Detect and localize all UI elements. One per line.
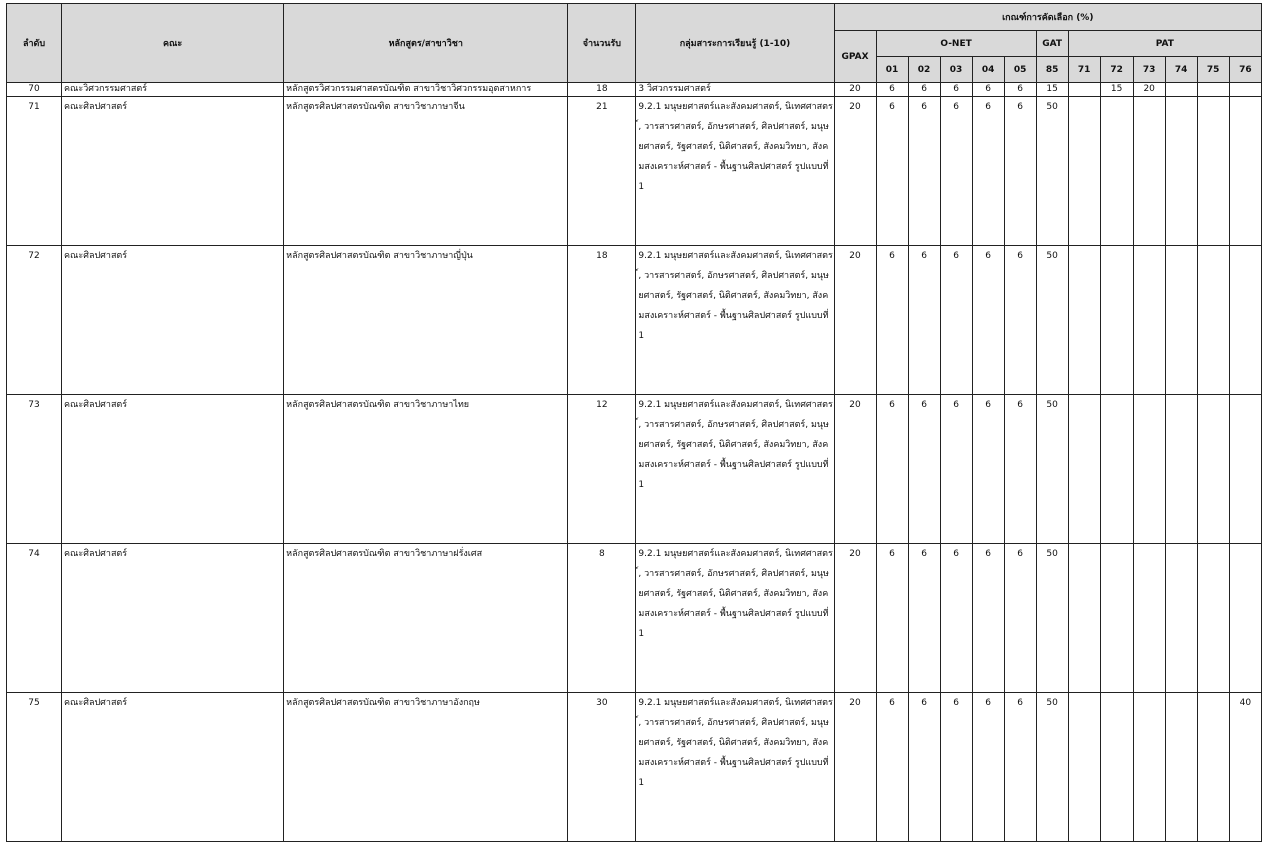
cell-pat-72 <box>1100 544 1133 693</box>
header-onet-04: 04 <box>972 57 1004 83</box>
header-pat-73: 73 <box>1133 57 1165 83</box>
cell-pat-73 <box>1133 395 1165 544</box>
cell-onet-04: 6 <box>972 83 1004 97</box>
cell-faculty: คณะศิลปศาสตร์ <box>62 395 284 544</box>
cell-pat-74 <box>1165 395 1197 544</box>
cell-onet-01: 6 <box>876 97 908 246</box>
cell-order: 73 <box>7 395 62 544</box>
cell-onet-05: 6 <box>1004 97 1036 246</box>
header-seats: จำนวนรับ <box>568 4 636 83</box>
cell-gat-85: 50 <box>1036 544 1068 693</box>
cell-faculty: คณะศิลปศาสตร์ <box>62 97 284 246</box>
cell-learning-group: 9.2.1 มนุษยศาสตร์และสังคมศาสตร์, นิเทศศาสตร์, วารสารศาสตร์, อักษรศาสตร์, ศิลปศาสตร์, มนุษยศาสตร์, รัฐศาสตร์, นิติศาสตร์, สังคมวิทยา, สังคมสงเคราะห์ศาสตร์ - พื้นฐานศิลปศาสตร์ รูปแบบที่ 1 <box>636 395 834 544</box>
cell-pat-72 <box>1100 395 1133 544</box>
table-row <box>7 395 1262 544</box>
header-onet-03: 03 <box>940 57 972 83</box>
header-onet-02: 02 <box>908 57 940 83</box>
cell-seats: 12 <box>568 395 636 544</box>
cell-onet-02: 6 <box>908 246 940 395</box>
cell-onet-03: 6 <box>940 693 972 842</box>
cell-gpax: 20 <box>834 83 876 97</box>
admission-criteria-sheet <box>6 3 1262 842</box>
header-onet: O-NET <box>876 31 1036 57</box>
header-gat-85: 85 <box>1036 57 1068 83</box>
cell-program: หลักสูตรศิลปศาสตรบัณฑิต สาขาวิชาภาษาญี่ปุ่น <box>284 246 568 395</box>
cell-seats: 21 <box>568 97 636 246</box>
cell-learning-group: 9.2.1 มนุษยศาสตร์และสังคมศาสตร์, นิเทศศาสตร์, วารสารศาสตร์, อักษรศาสตร์, ศิลปศาสตร์, มนุษยศาสตร์, รัฐศาสตร์, นิติศาสตร์, สังคมวิทยา, สังคมสงเคราะห์ศาสตร์ - พื้นฐานศิลปศาสตร์ รูปแบบที่ 1 <box>636 693 834 842</box>
cell-onet-05: 6 <box>1004 246 1036 395</box>
header-onet-05: 05 <box>1004 57 1036 83</box>
cell-pat-74 <box>1165 544 1197 693</box>
header-pat-71: 71 <box>1068 57 1100 83</box>
cell-pat-76 <box>1229 544 1261 693</box>
cell-order: 74 <box>7 544 62 693</box>
cell-learning-group: 3 วิศวกรรมศาสตร์ <box>636 83 834 97</box>
cell-onet-04: 6 <box>972 544 1004 693</box>
cell-onet-05: 6 <box>1004 395 1036 544</box>
header-pat-74: 74 <box>1165 57 1197 83</box>
cell-pat-76 <box>1229 97 1261 246</box>
header-criteria: เกณฑ์การคัดเลือก (%) <box>834 4 1261 31</box>
cell-onet-03: 6 <box>940 246 972 395</box>
header-pat-76: 76 <box>1229 57 1261 83</box>
header-pat: PAT <box>1068 31 1261 57</box>
cell-program: หลักสูตรวิศวกรรมศาสตรบัณฑิต สาขาวิชาวิศวกรรมอุตสาหการ <box>284 83 568 97</box>
cell-pat-72 <box>1100 246 1133 395</box>
cell-order: 71 <box>7 97 62 246</box>
cell-learning-group: 9.2.1 มนุษยศาสตร์และสังคมศาสตร์, นิเทศศาสตร์, วารสารศาสตร์, อักษรศาสตร์, ศิลปศาสตร์, มนุษยศาสตร์, รัฐศาสตร์, นิติศาสตร์, สังคมวิทยา, สังคมสงเคราะห์ศาสตร์ - พื้นฐานศิลปศาสตร์ รูปแบบที่ 1 <box>636 544 834 693</box>
table-body <box>7 83 1262 842</box>
header-gat: GAT <box>1036 31 1068 57</box>
cell-pat-74 <box>1165 97 1197 246</box>
cell-gat-85: 50 <box>1036 97 1068 246</box>
cell-gpax: 20 <box>834 693 876 842</box>
header-pat-72: 72 <box>1100 57 1133 83</box>
header-order: ลำดับ <box>7 4 62 83</box>
header-faculty: คณะ <box>62 4 284 83</box>
cell-pat-75 <box>1197 395 1229 544</box>
table-row <box>7 83 1262 97</box>
cell-onet-03: 6 <box>940 544 972 693</box>
cell-faculty: คณะวิศวกรรมศาสตร์ <box>62 83 284 97</box>
cell-pat-75 <box>1197 246 1229 395</box>
cell-onet-04: 6 <box>972 395 1004 544</box>
cell-seats: 18 <box>568 83 636 97</box>
cell-program: หลักสูตรศิลปศาสตรบัณฑิต สาขาวิชาภาษาจีน <box>284 97 568 246</box>
header-onet-01: 01 <box>876 57 908 83</box>
cell-onet-02: 6 <box>908 97 940 246</box>
header-gpax: GPAX <box>834 31 876 83</box>
cell-gat-85: 50 <box>1036 693 1068 842</box>
cell-gat-85: 50 <box>1036 246 1068 395</box>
cell-pat-72: 15 <box>1100 83 1133 97</box>
cell-pat-75 <box>1197 544 1229 693</box>
table-row <box>7 97 1262 246</box>
cell-onet-05: 6 <box>1004 83 1036 97</box>
table-row <box>7 544 1262 693</box>
cell-pat-75 <box>1197 97 1229 246</box>
cell-onet-03: 6 <box>940 97 972 246</box>
cell-pat-74 <box>1165 693 1197 842</box>
cell-onet-01: 6 <box>876 83 908 97</box>
cell-pat-72 <box>1100 97 1133 246</box>
cell-onet-02: 6 <box>908 544 940 693</box>
cell-onet-01: 6 <box>876 693 908 842</box>
cell-faculty: คณะศิลปศาสตร์ <box>62 544 284 693</box>
cell-gpax: 20 <box>834 395 876 544</box>
cell-faculty: คณะศิลปศาสตร์ <box>62 693 284 842</box>
cell-seats: 8 <box>568 544 636 693</box>
cell-pat-76 <box>1229 83 1261 97</box>
cell-learning-group: 9.2.1 มนุษยศาสตร์และสังคมศาสตร์, นิเทศศาสตร์, วารสารศาสตร์, อักษรศาสตร์, ศิลปศาสตร์, มนุษยศาสตร์, รัฐศาสตร์, นิติศาสตร์, สังคมวิทยา, สังคมสงเคราะห์ศาสตร์ - พื้นฐานศิลปศาสตร์ รูปแบบที่ 1 <box>636 246 834 395</box>
cell-pat-74 <box>1165 246 1197 395</box>
cell-gat-85: 50 <box>1036 395 1068 544</box>
cell-gpax: 20 <box>834 97 876 246</box>
header-learning-group: กลุ่มสาระการเรียนรู้ (1-10) <box>636 4 834 83</box>
cell-pat-73: 20 <box>1133 83 1165 97</box>
cell-program: หลักสูตรศิลปศาสตรบัณฑิต สาขาวิชาภาษาอังกฤษ <box>284 693 568 842</box>
cell-onet-02: 6 <box>908 83 940 97</box>
cell-gpax: 20 <box>834 246 876 395</box>
cell-order: 75 <box>7 693 62 842</box>
cell-pat-75 <box>1197 693 1229 842</box>
cell-pat-74 <box>1165 83 1197 97</box>
cell-program: หลักสูตรศิลปศาสตรบัณฑิต สาขาวิชาภาษาไทย <box>284 395 568 544</box>
cell-onet-03: 6 <box>940 83 972 97</box>
cell-onet-05: 6 <box>1004 693 1036 842</box>
cell-pat-71 <box>1068 395 1100 544</box>
cell-learning-group: 9.2.1 มนุษยศาสตร์และสังคมศาสตร์, นิเทศศาสตร์, วารสารศาสตร์, อักษรศาสตร์, ศิลปศาสตร์, มนุษยศาสตร์, รัฐศาสตร์, นิติศาสตร์, สังคมวิทยา, สังคมสงเคราะห์ศาสตร์ - พื้นฐานศิลปศาสตร์ รูปแบบที่ 1 <box>636 97 834 246</box>
cell-pat-72 <box>1100 693 1133 842</box>
cell-pat-73 <box>1133 693 1165 842</box>
cell-onet-04: 6 <box>972 97 1004 246</box>
cell-onet-03: 6 <box>940 395 972 544</box>
table-row <box>7 693 1262 842</box>
cell-pat-76 <box>1229 246 1261 395</box>
table-header <box>7 4 1262 83</box>
cell-seats: 30 <box>568 693 636 842</box>
cell-pat-76: 40 <box>1229 693 1261 842</box>
header-program: หลักสูตร/สาขาวิชา <box>284 4 568 83</box>
cell-onet-05: 6 <box>1004 544 1036 693</box>
cell-pat-71 <box>1068 246 1100 395</box>
cell-onet-04: 6 <box>972 246 1004 395</box>
cell-onet-04: 6 <box>972 693 1004 842</box>
cell-pat-71 <box>1068 693 1100 842</box>
cell-onet-02: 6 <box>908 395 940 544</box>
cell-gat-85: 15 <box>1036 83 1068 97</box>
cell-gpax: 20 <box>834 544 876 693</box>
cell-pat-75 <box>1197 83 1229 97</box>
cell-onet-01: 6 <box>876 544 908 693</box>
cell-pat-76 <box>1229 395 1261 544</box>
cell-pat-73 <box>1133 246 1165 395</box>
cell-order: 70 <box>7 83 62 97</box>
header-pat-75: 75 <box>1197 57 1229 83</box>
cell-pat-73 <box>1133 544 1165 693</box>
cell-pat-71 <box>1068 544 1100 693</box>
cell-pat-73 <box>1133 97 1165 246</box>
cell-faculty: คณะศิลปศาสตร์ <box>62 246 284 395</box>
admission-criteria-table <box>6 3 1262 842</box>
cell-seats: 18 <box>568 246 636 395</box>
cell-pat-71 <box>1068 97 1100 246</box>
cell-onet-01: 6 <box>876 395 908 544</box>
table-row <box>7 246 1262 395</box>
cell-onet-01: 6 <box>876 246 908 395</box>
cell-order: 72 <box>7 246 62 395</box>
cell-pat-71 <box>1068 83 1100 97</box>
cell-program: หลักสูตรศิลปศาสตรบัณฑิต สาขาวิชาภาษาฝรั่งเศส <box>284 544 568 693</box>
cell-onet-02: 6 <box>908 693 940 842</box>
